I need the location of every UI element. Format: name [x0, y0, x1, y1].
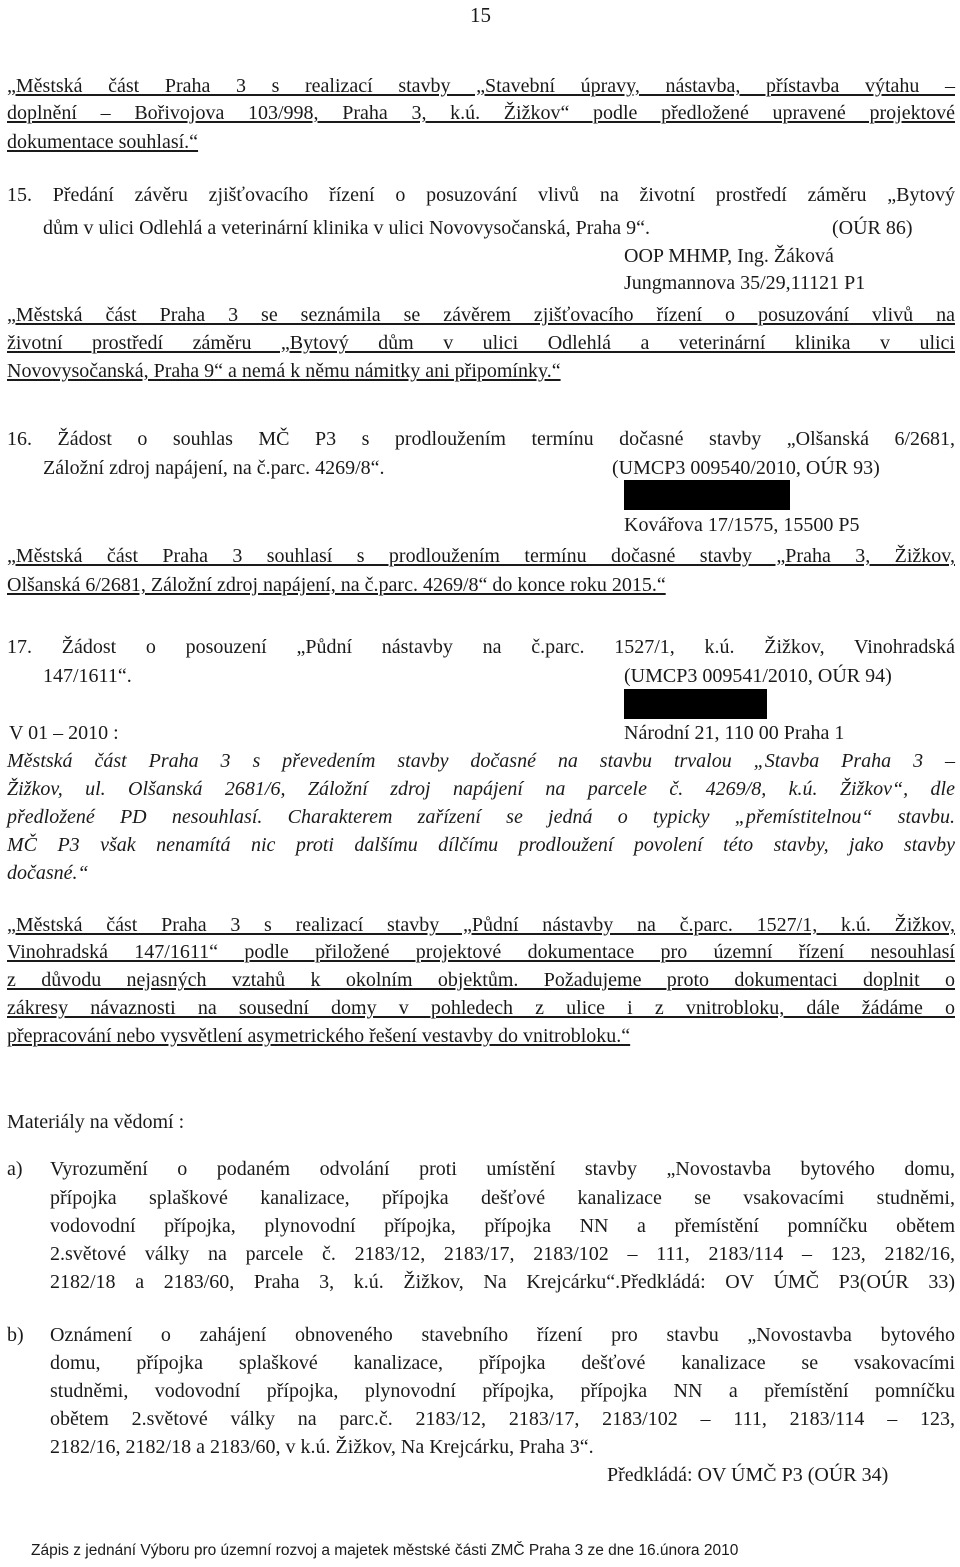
item17-resolution-line: přepracování nebo vysvětlení asymetrického řešení vestavby do vnitrobloku.“ — [7, 1025, 631, 1047]
materials-a-line: Vyrozumění o podaném odvolání proti umístění stavby „Novostavba bytového domu, — [50, 1158, 955, 1180]
item15-submitter: OOP MHMP, Ing. Žáková — [624, 245, 834, 267]
item14-resolution-line: doplnění – Bořivojova 103/998, Praha 3, k.ú. Žižkov“ podle předložené upravené projektové — [7, 102, 955, 124]
page-footer: Zápis z jednání Výboru pro územní rozvoj a majetek městské části ZMČ Praha 3 ze dne 16.února 2010 — [31, 1542, 739, 1559]
materials-a-line: 2.světové války na parcele č. 2183/12, 2183/17, 2183/102 – 111, 2183/114 – 123, 2182/16, — [50, 1243, 955, 1265]
item16-address: Kovářova 17/1575, 15500 P5 — [624, 514, 860, 536]
page-number: 15 — [470, 3, 491, 27]
materials-b-line: studněmi, vodovodní přípojka, plynovodní přípojka, přípojka NN a přemístění pomníčku — [50, 1380, 955, 1402]
item17-ref: (UMCP3 009541/2010, OÚR 94) — [624, 665, 892, 687]
materials-a-line: vodovodní přípojka, plynovodní přípojka, přípojka NN a přemístění pomníčku obětem — [50, 1215, 955, 1237]
item17-prior-label: V 01 – 2010 : — [9, 722, 119, 744]
item16-title: 16. Žádost o souhlas MČ P3 s prodloužením termínu dočasné stavby „Olšanská 6/2681, — [7, 428, 955, 450]
materials-b-line: Oznámení o zahájení obnoveného stavebního řízení pro stavbu „Novostavba bytového — [50, 1324, 955, 1346]
redaction-block — [624, 689, 767, 719]
redaction-block — [624, 480, 790, 510]
item15-resolution-line: Novovysočanská, Praha 9“ a nemá k němu námitky ani připomínky.“ — [7, 360, 561, 382]
materials-b-line: domu, přípojka splaškové kanalizace, přípojka dešťové kanalizace se vsakovacími — [50, 1352, 955, 1374]
item17-prior-statement-line: Žižkov, ul. Olšanská 2681/6, Záložní zdroj napájení na parcele č. 4269/8, k.ú. Žižkov“, dle — [7, 778, 955, 800]
item16-resolution-line: Olšanská 6/2681, Záložní zdroj napájení, na č.parc. 4269/8“ do konce roku 2015.“ — [7, 574, 666, 596]
materials-b-submitter: Předkládá: OV ÚMČ P3 (OÚR 34) — [607, 1464, 889, 1486]
item17-resolution-line: „Městská část Praha 3 s realizací stavby „Půdní nástavby na č.parc. 1527/1, k.ú. Žižkov, — [7, 914, 955, 936]
item17-resolution-line: z důvodu nejasných vztahů k okolním objektům. Požadujeme proto dokumentaci doplnit o — [7, 969, 955, 991]
materials-b-label: b) — [7, 1324, 24, 1346]
item14-resolution-line: „Městská část Praha 3 s realizací stavby „Stavební úpravy, nástavba, přístavba výtahu – — [7, 75, 955, 97]
item15-ref: (OÚR 86) — [832, 217, 913, 239]
item15-title: 15. Předání závěru zjišťovacího řízení o posuzování vlivů na životní prostředí záměru „Bytový — [7, 184, 955, 206]
item15-address: Jungmannova 35/29,11121 P1 — [624, 272, 866, 294]
materials-b-line: 2182/16, 2182/18 a 2183/60, v k.ú. Žižkov, Na Krejcárku, Praha 3“. — [50, 1436, 594, 1458]
item17-title: 147/1611“. — [43, 665, 132, 687]
materials-a-line: 2182/18 a 2183/60, Praha 3, k.ú. Žižkov, Na Krejcárku“.Předkládá: OV ÚMČ P3(OÚR 33) — [50, 1271, 955, 1293]
item16-resolution-line: „Městská část Praha 3 souhlasí s prodloužením termínu dočasné stavby „Praha 3, Žižkov, — [7, 545, 955, 567]
item16-title: Záložní zdroj napájení, na č.parc. 4269/8“. — [43, 457, 385, 479]
item17-title: 17. Žádost o posouzení „Půdní nástavby na č.parc. 1527/1, k.ú. Žižkov, Vinohradská — [7, 636, 955, 658]
item17-resolution-line: zákresy návaznosti na sousední domy v pohledech z ulice i z vnitrobloku, dále žádáme o — [7, 997, 955, 1019]
materials-a-line: přípojka splaškové kanalizace, přípojka dešťové kanalizace se vsakovacími studněmi, — [50, 1187, 955, 1209]
item15-resolution-line: „Městská část Praha 3 se seznámila se závěrem zjišťovacího řízení o posuzování vlivů na — [7, 304, 955, 326]
item15-resolution-line: životní prostředí záměru „Bytový dům v ulici Odlehlá a veterinární klinika v ulici — [7, 332, 955, 354]
item15-title: dům v ulici Odlehlá a veterinární klinika v ulici Novovysočanská, Praha 9“. — [43, 217, 651, 239]
item17-prior-statement-line: Městská část Praha 3 s převedením stavby dočasné na stavbu trvalou „Stavba Praha 3 – — [7, 750, 955, 772]
materials-b-line: obětem 2.světové války na parc.č. 2183/12, 2183/17, 2183/102 – 111, 2183/114 – 123, — [50, 1408, 955, 1430]
item17-address: Národní 21, 110 00 Praha 1 — [624, 722, 845, 744]
materials-heading: Materiály na vědomí : — [7, 1111, 185, 1133]
item14-resolution-line: dokumentace souhlasí.“ — [7, 131, 199, 153]
item16-ref: (UMCP3 009540/2010, OÚR 93) — [612, 457, 880, 479]
item17-resolution-line: Vinohradská 147/1611“ podle přiložené projektové dokumentace pro územní řízení nesouhlasí — [7, 941, 955, 963]
materials-a-label: a) — [7, 1158, 23, 1180]
item17-prior-statement-line: dočasné.“ — [7, 862, 89, 884]
item17-prior-statement-line: předložené PD nesouhlasí. Charakterem zařízení se jedná o typicky „přemístitelnou“ stavbu. — [7, 806, 955, 828]
item17-prior-statement-line: MČ P3 však nenamítá nic proti dalšímu dílčímu prodloužení povolení této stavby, jako stavby — [7, 834, 955, 856]
